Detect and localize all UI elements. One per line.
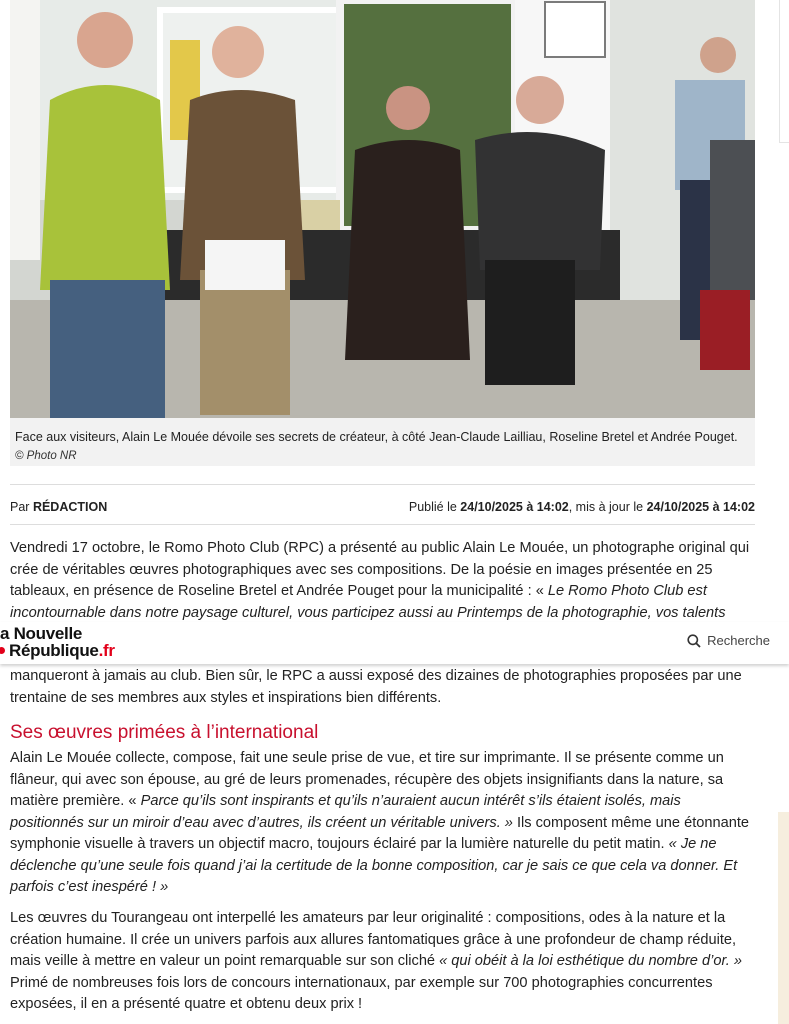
divider: [10, 484, 755, 485]
p3-quote: « qui obéit à la loi esthétique du nombre d’or. »: [439, 953, 742, 969]
article-photo: [10, 0, 755, 418]
site-logo[interactable]: [0, 625, 115, 659]
byline-prefix: Par: [10, 500, 30, 514]
search-icon: [687, 634, 701, 648]
byline: [10, 500, 755, 514]
p2-quote-1: Parce qu’ils sont inspirants et qu’ils n’auraient aucun intérêt s’ils étaient isolés, mais positionnés sur un miroir d’eau avec d’autres, ils créent un véritable univers. »: [10, 793, 681, 831]
p2-text-a: Alain Le Mouée collecte, compose, fait une seule prise de vue, et tire sur imprimante. Il se présente comme un flâneur, qui avec son épouse, au gré de leurs promenades, récupère des objets insignifiants dans la nature, sa matière première. «: [10, 750, 724, 809]
published-date: 24/10/2025 à 14:02: [460, 500, 569, 514]
intro-quote: Le Romo Photo Club est incontournable dans notre paysage culturel, vous participez aussi au Printemps de la photographie, vos talents: [10, 583, 726, 621]
side-panel: [779, 0, 789, 143]
logo-line2: République: [9, 641, 99, 660]
search-button[interactable]: [687, 633, 770, 648]
p3-text-a: Les œuvres du Tourangeau ont interpellé les amateurs par leur originalité : compositions, odes à la nature et la création humaine. Il crée un univers parfois aux allures fantomatiques grâce à une profondeur de champ réduite, mais veille à mettre en valeur un point remarquable sur son cliché: [10, 910, 737, 969]
article-intro: [10, 538, 755, 622]
published-label: Publié le: [408, 500, 457, 514]
updated-date: 24/10/2025 à 14:02: [646, 500, 755, 514]
p2-quote-2: « Je ne déclenche qu’une seule fois quand j’ai la certitude de la bonne composition, car je sais ce que cela va donner. Et parfois c’est inespéré ! »: [10, 836, 738, 895]
side-ad-strip: [778, 812, 789, 1024]
p2-text-b: Ils composent même une étonnante symphonie visuelle à travers un objectif macro, toujours éclairé par la lumière naturelle du petit matin.: [10, 814, 750, 852]
logo-line1: a Nouvelle: [0, 624, 83, 643]
logo-suffix: .fr: [98, 641, 115, 660]
article-paragraph-3: [10, 908, 755, 1016]
logo-dot-icon: [0, 647, 5, 654]
intro-text: Vendredi 17 octobre, le Romo Photo Club (RPC) a présenté au public Alain Le Mouée, un photographe original qui crée de véritables œuvres photographiques avec ses compositions. De la poésie en images présentée en 25 tableaux, en présence de Roseline Bretel et Andrée Pouget pour la municipalité : «: [10, 540, 750, 599]
updated-label: , mis à jour le: [568, 500, 644, 514]
article-paragraph-1: [10, 666, 755, 709]
site-header: [0, 622, 789, 664]
article-paragraph-2: [10, 748, 755, 899]
continued-text: manqueront à jamais au club. Bien sûr, le RPC a aussi exposé des dizaines de photographies proposées par une trentaine de ses membres aux styles et inspirations bien différents.: [10, 668, 742, 706]
photo-credit: © Photo NR: [15, 450, 77, 462]
photo-caption: [10, 418, 755, 466]
p3-text-b: Primé de nombreuses fois lors de concours internationaux, par exemple sur 700 photographies concurrentes exposées, il en a présenté quatre et obtenu deux prix !: [10, 974, 713, 1012]
author-link[interactable]: RÉDACTION: [32, 500, 108, 514]
publication-dates: [409, 500, 755, 514]
caption-text: Face aux visiteurs, Alain Le Mouée dévoile ses secrets de créateur, à côté Jean-Claude Lailliau, Roseline Bretel et Andrée Pouget.: [15, 430, 738, 444]
section-title: Ses œuvres primées à l’international: [10, 722, 319, 743]
search-label: Recherche: [707, 633, 770, 648]
divider: [10, 524, 755, 525]
